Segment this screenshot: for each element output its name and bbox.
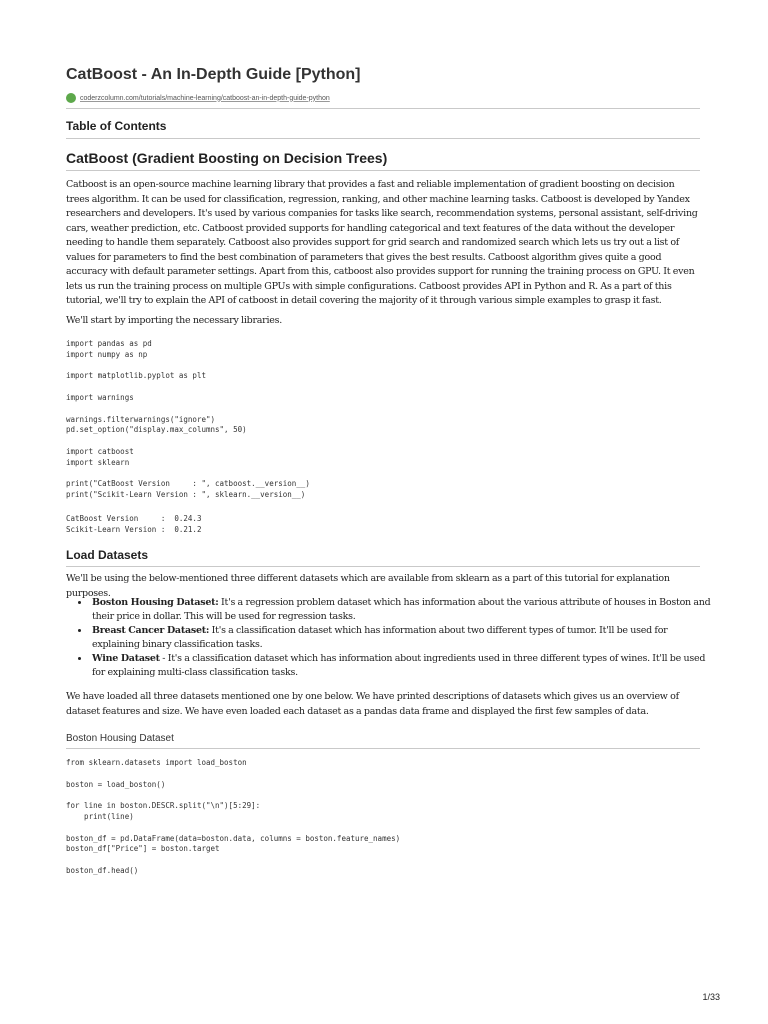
source-url-link[interactable]: coderzcolumn.com/tutorials/machine-learning/catboost-an-in-depth-guide-python bbox=[80, 94, 330, 102]
divider bbox=[66, 748, 700, 749]
code-output-versions: CatBoost Version : 0.24.3 Scikit-Learn Version : 0.21.2 bbox=[66, 514, 202, 534]
dataset-name: Wine Dataset bbox=[92, 653, 160, 664]
document-title: CatBoost - An In-Depth Guide [Python] bbox=[66, 66, 361, 83]
dataset-name: Breast Cancer Dataset: bbox=[92, 625, 210, 636]
page-number: 1/33 bbox=[702, 992, 720, 1002]
boston-heading: Boston Housing Dataset bbox=[66, 733, 174, 744]
dataset-list bbox=[76, 596, 714, 680]
source-line bbox=[66, 93, 330, 103]
divider bbox=[66, 138, 700, 139]
loaded-paragraph: We have loaded all three datasets mentioned one by one below. We have printed descriptions of datasets which gives us an overview of dataset features and size. We have even loaded each dataset as a pandas data frame and displayed the first few samples of data. bbox=[66, 691, 679, 717]
code-block-imports: import pandas as pd import numpy as np import matplotlib.pyplot as plt import warnings warnings.filterwarnings("ignore") pd.set_option("display.max_columns", 50) import catboost import sklearn print("CatBoost Version : ", catboost.__version__) print("Scikit-Learn Version : ", sklearn.__version__) bbox=[66, 339, 310, 500]
load-datasets-heading: Load Datasets bbox=[66, 548, 149, 562]
import-intro: We'll start by importing the necessary libraries. bbox=[66, 315, 283, 326]
list-item bbox=[90, 624, 714, 652]
load-intro: We'll be using the below-mentioned three different datasets which are available from sklearn as a part of this tutorial for explanation purposes. bbox=[66, 573, 670, 599]
divider bbox=[66, 108, 700, 109]
intro-paragraph: Catboost is an open-source machine learning library that provides a fast and reliable implementation of gradient boosting on decision trees algorithm. It can be used for classification, regression, ranking, and other machine learning tasks. Catboost is developed by Yandex researchers and developers. It's used by various companies for tasks like search, recommendation systems, personal assistant, self-driving cars, weather prediction, etc. Catboost provided supports for handling categorical and text features of the data without the developer needing to handle them separately. Catboost also provides support for grid search and randomized search which lets us try out a list of values for parameters to find the best combination of parameters that gives the best results. Catboost algorithm gives quite a good accuracy with default parameter settings. Apart from this, catboost also provides support for running the training process on GPU. It even lets us run the training process on multiple GPUs with simple configurations. Catboost provides API in Python and R. As a part of this tutorial, we'll try to explain the API of catboost in detail covering the majority of it through various simple examples to grasp it fast. bbox=[66, 179, 698, 306]
divider bbox=[66, 566, 700, 567]
dataset-desc: It's a classification dataset which has information about two different types of tumor. It'll be used for explaining binary classification tasks. bbox=[92, 625, 668, 650]
dataset-name: Boston Housing Dataset: bbox=[92, 597, 219, 608]
list-item bbox=[90, 652, 714, 680]
dataset-desc: It's a regression problem dataset which has information about the various attribute of houses in Boston and their price in dollar. This will be used for regression tasks. bbox=[92, 597, 711, 622]
code-block-boston: from sklearn.datasets import load_boston boston = load_boston() for line in boston.DESCR.split("\n")[5:29]: print(line) boston_df = pd.DataFrame(data=boston.data, columns = boston.feature_names) boston_df["Price"] = boston.target boston_df.head() bbox=[66, 758, 401, 875]
list-item bbox=[90, 596, 714, 624]
toc-heading: Table of Contents bbox=[66, 119, 167, 133]
section-heading: CatBoost (Gradient Boosting on Decision Trees) bbox=[66, 150, 388, 166]
site-favicon-icon bbox=[66, 93, 76, 103]
dataset-desc: - It's a classification dataset which has information about ingredients used in three different types of wines. It'll be used for explaining multi-class classification tasks. bbox=[92, 653, 706, 678]
divider bbox=[66, 170, 700, 171]
